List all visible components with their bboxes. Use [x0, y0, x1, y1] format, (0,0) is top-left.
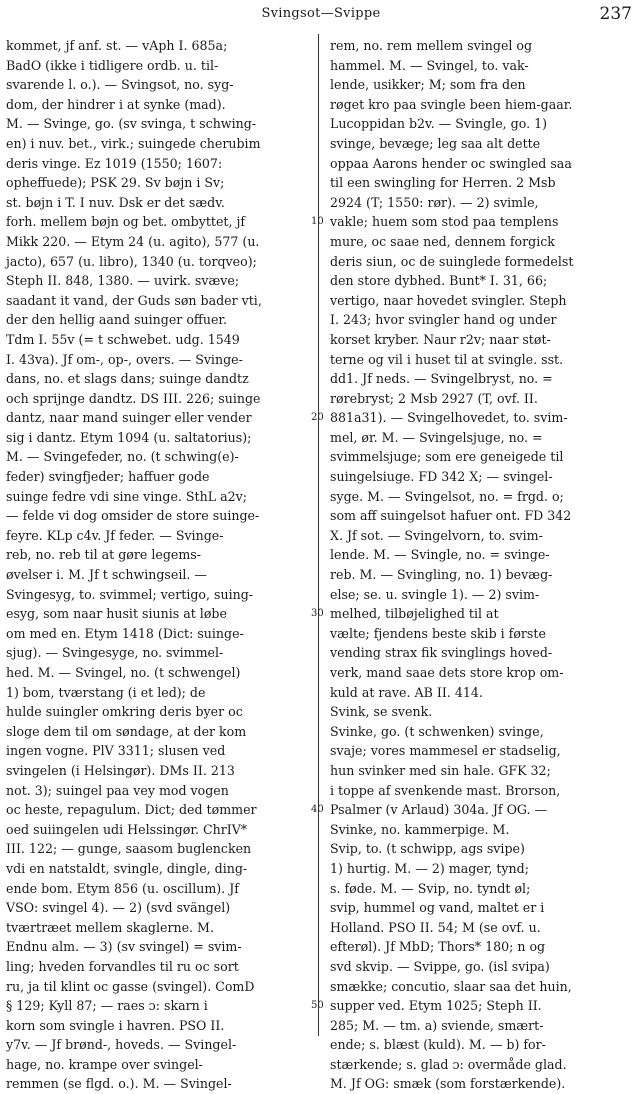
- text-line: ende bom. Etym 856 (u. oscillum). Jf: [6, 880, 239, 896]
- text-line: vending strax fik svinglings hoved-: [330, 645, 553, 661]
- page-number: 237: [599, 4, 632, 24]
- text-line: Svinke, go. (t schwenken) svinge,: [330, 723, 544, 739]
- text-line: syge. M. — Svingelsot, no. = frgd. o;: [330, 488, 564, 504]
- text-line: vakle; huem som stod paa templens: [330, 214, 559, 230]
- text-line: i toppe af svenkende mast. Brorson,: [330, 782, 561, 798]
- line-number: 40: [311, 804, 324, 816]
- text-line: deris vinge. Ez 1019 (1550; 1607:: [6, 155, 223, 171]
- text-line: oppaa Aarons hender oc swingled saa: [330, 155, 572, 171]
- text-line: hulde suingler omkring deris byer oc: [6, 704, 243, 720]
- text-line: I. 243; hvor svingler hand og under: [330, 312, 557, 328]
- text-line: tværtræet mellem skaglerne. M.: [6, 919, 214, 935]
- text-line: ende; s. blæst (kuld). M. — b) for-: [330, 1037, 546, 1053]
- text-line: sig i dantz. Etym 1094 (u. saltatorius);: [6, 429, 252, 445]
- text-line: en) i nuv. bet., virk.; suingede cherubim: [6, 135, 261, 151]
- text-line: svinge, bevæge; leg saa alt dette: [330, 135, 541, 151]
- right-column: [330, 36, 636, 1092]
- text-line: ling; hveden forvandles til ru oc sort: [6, 958, 239, 974]
- text-line: røget kro paa svingle been hiem-gaar.: [330, 96, 573, 112]
- text-line: jacto), 657 (u. libro), 1340 (u. torqveo);: [6, 253, 257, 269]
- text-line: Psalmer (v Arlaud) 304a. Jf OG. —: [330, 802, 548, 818]
- text-line: melhed, tilbøjelighed til at: [330, 606, 499, 622]
- text-line: — felde vi dog omsider de store suinge-: [6, 508, 260, 524]
- text-line: 1) bom, tværstang (i et led); de: [6, 684, 206, 700]
- text-line: rem, no. rem mellem svingel og: [330, 38, 533, 53]
- text-line: deris siun, oc de suinglede formedelst: [330, 253, 574, 269]
- text-line: remmen (se flgd. o.). M. — Svingel-: [6, 1076, 232, 1092]
- page-header: [0, 4, 642, 28]
- text-line: feder) svingfjeder; haffuer gode: [6, 469, 210, 485]
- text-line: ingen vogne. PlV 3311; slusen ved: [6, 743, 226, 759]
- text-line: forh. mellem bøjn og bet. ombyttet, jf: [6, 214, 246, 230]
- text-line: supper ved. Etym 1025; Steph II.: [330, 998, 542, 1014]
- text-line: X. Jf sot. — Svingelvorn, to. svim-: [330, 527, 543, 543]
- text-line: stærkende; s. glad ɔ: overmåde glad.: [330, 1056, 567, 1072]
- text-line: oc heste, repagulum. Dict; ded tømmer: [6, 802, 257, 818]
- text-line: dd1. Jf neds. — Svingelbryst, no. =: [330, 371, 553, 387]
- text-line: vertigo, naar hovedet svingler. Steph: [330, 292, 567, 308]
- text-line: M. Jf OG: smæk (som forstærkende).: [330, 1076, 566, 1092]
- left-column: [6, 36, 310, 1092]
- text-line: Svingesyg, to. svimmel; vertigo, suing-: [6, 586, 254, 602]
- text-line: dantz, naar mand suinger eller vender: [6, 410, 252, 426]
- text-line: svarende l. o.). — Svingsot, no. syg-: [6, 77, 234, 93]
- text-line: hed. M. — Svingel, no. (t schwengel): [6, 665, 241, 680]
- text-line: dom, der hindrer i at synke (mad).: [6, 96, 226, 112]
- text-line: efterøl). Jf MbD; Thors* 180; n og: [330, 939, 546, 955]
- text-line: och sprijnge dandtz. DS III. 226; suinge: [6, 390, 261, 406]
- line-number: 10: [311, 216, 324, 228]
- text-line: den store dybhed. Bunt* I. 31, 66;: [330, 273, 548, 289]
- text-line: som aff suingelsot hafuer ont. FD 342: [330, 508, 572, 524]
- text-line: reb, no. reb til at gøre legems-: [6, 547, 202, 563]
- text-line: 881a31). — Svingelhovedet, to. svim-: [330, 410, 568, 426]
- text-line: M. — Svinge, go. (sv svinga, t schwing-: [6, 116, 257, 132]
- text-line: s. føde. M. — Svip, no. tyndt øl;: [330, 880, 531, 896]
- text-line: om med en. Etym 1418 (Dict: suinge-: [6, 625, 244, 641]
- text-line: reb. M. — Svingling, no. 1) bevæg-: [330, 567, 553, 583]
- text-line: feyre. KLp c4v. Jf feder. — Svinge-: [6, 527, 224, 543]
- text-line: Steph II. 848, 1380. — uvirk. svæve;: [6, 273, 240, 289]
- text-line: § 129; Kyll 87; — raes ɔ: skarn i: [6, 998, 208, 1014]
- text-line: Lucoppidan b2v. — Svingle, go. 1): [330, 116, 548, 132]
- text-line: suinge fedre vdi sine vinge. SthL a2v;: [6, 488, 247, 504]
- text-line: Svinke, no. kammerpige. M.: [330, 821, 510, 837]
- text-line: sloge dem til om søndage, at der kom: [6, 723, 247, 739]
- text-line: 2924 (T; 1550: rør). — 2) svimle,: [330, 194, 539, 210]
- text-line: lende. M. — Svingle, no. = svinge-: [330, 547, 550, 563]
- text-line: til een swingling for Herren. 2 Msb: [330, 175, 556, 191]
- text-line: korn som svingle i havren. PSO II.: [6, 1017, 225, 1033]
- text-line: der den hellig aand suinger offuer.: [6, 312, 228, 328]
- text-line: lende, usikker; M; som fra den: [330, 77, 526, 93]
- text-line: Holland. PSO II. 54; M (se ovf. u.: [330, 919, 541, 935]
- line-number: 30: [311, 608, 324, 620]
- running-head: Svingsot—Svippe: [261, 6, 381, 21]
- text-line: VSO: svingel 4). — 2) (svd svängel): [6, 900, 231, 916]
- text-line: not. 3); suingel paa vey mod vogen: [6, 782, 229, 798]
- text-line: 285; M. — tm. a) sviende, smært-: [330, 1017, 544, 1033]
- text-line: korset kryber. Naur r2v; naar støt-: [330, 331, 551, 347]
- text-line: st. bøjn i T. I nuv. Dsk er det sædv.: [6, 194, 225, 210]
- text-line: saadant it vand, der Guds søn bader vti,: [6, 292, 262, 308]
- text-line: svimmelsjuge; som ere geneigede til: [330, 449, 564, 465]
- text-line: dans, no. et slags dans; suinge dandtz: [6, 371, 249, 387]
- text-line: Mikk 220. — Etym 24 (u. agito), 577 (u.: [6, 233, 260, 249]
- text-line: Endnu alm. — 3) (sv svingel) = svim-: [6, 939, 242, 955]
- text-line: y7v. — Jf brønd-, hoveds. — Svingel-: [6, 1037, 237, 1053]
- text-line: kommet, jf anf. st. — vAph I. 685a;: [6, 38, 228, 53]
- text-line: svip, hummel og vand, maltet er i: [330, 900, 545, 916]
- text-line: hammel. M. — Svingel, to. vak-: [330, 57, 529, 73]
- text-line: Tdm I. 55v (= t schwebet. udg. 1549: [6, 331, 240, 347]
- text-line: else; se. u. svingle 1). — 2) svim-: [330, 586, 540, 602]
- text-line: III. 122; — gunge, saasom buglencken: [6, 841, 252, 857]
- text-line: hage, no. krampe over svingel-: [6, 1056, 203, 1072]
- text-line: svd skvip. — Svippe, go. (isl svipa): [330, 958, 550, 974]
- text-line: vælte; fjendens beste skib i første: [330, 625, 546, 641]
- text-line: svaje; vores mammesel er stadselig,: [330, 743, 561, 759]
- text-line: ru, ja til klint oc gasse (svingel). ComD: [6, 978, 255, 994]
- column-divider: [318, 34, 319, 1036]
- text-line: oed suiingelen udi Helssingør. ChrIV*: [6, 821, 248, 837]
- text-line: Svip, to. (t schwipp, ags svipe): [330, 841, 525, 857]
- line-number: 50: [311, 1000, 324, 1012]
- text-line: øvelser i. M. Jf t schwingseil. —: [6, 567, 208, 583]
- line-number: 20: [311, 412, 324, 424]
- text-line: opheffuede); PSK 29. Sv bøjn i Sv;: [6, 175, 225, 191]
- text-line: kuld at rave. AB II. 414.: [330, 684, 483, 700]
- text-line: I. 43va). Jf om-, op-, overs. — Svinge-: [6, 351, 243, 367]
- text-line: sjug). — Svingesyge, no. svimmel-: [6, 645, 224, 661]
- text-line: BadO (ikke i tidligere ordb. u. til-: [6, 57, 219, 73]
- text-line: rørebryst; 2 Msb 2927 (T, ovf. II.: [330, 390, 538, 406]
- text-line: mel, ør. M. — Svingelsjuge, no. =: [330, 429, 543, 445]
- text-line: hun svinker med sin hale. GFK 32;: [330, 762, 551, 778]
- text-line: 1) hurtig. M. — 2) mager, tynd;: [330, 860, 529, 876]
- text-line: terne og vil i huset til at svingle. sst.: [330, 351, 564, 367]
- text-line: svingelen (i Helsingør). DMs II. 213: [6, 762, 235, 778]
- text-line: M. — Svingefeder, no. (t schwing(e)-: [6, 449, 239, 465]
- text-line: mure, oc saae ned, dennem forgick: [330, 233, 555, 249]
- text-line: suingelsiuge. FD 342 X; — svingel-: [330, 469, 553, 485]
- text-line: verk, mand saae dets store krop om-: [330, 665, 564, 680]
- text-line: esyg, som naar husit siunis at løbe: [6, 606, 227, 622]
- text-line: Svink, se svenk.: [330, 704, 433, 720]
- text-line: smække; concutio, slaar saa det huin,: [330, 978, 572, 994]
- text-line: vdi en natstaldt, svingle, dingle, ding-: [6, 860, 248, 876]
